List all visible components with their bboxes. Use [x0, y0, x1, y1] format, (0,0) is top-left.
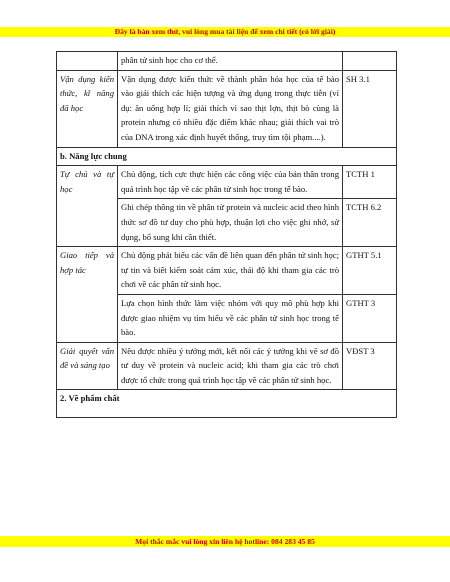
section-heading: 2. Về phẩm chất — [57, 390, 397, 418]
section-row — [57, 390, 397, 418]
content-cell: phân tử sinh học cho cơ thể. — [118, 52, 343, 71]
preview-notice-banner — [0, 27, 450, 37]
content-cell: Ghi chép thông tin về phân tử protein và nucleic acid theo hình thức sơ đồ tư duy cho phù hợp, thuận lợi cho việc ghi nhớ, sử dụng, bổ sung khi cần thiết. — [118, 199, 343, 247]
competency-table — [56, 51, 397, 418]
table-row — [57, 342, 397, 390]
competency-cell: Giải quyết vấn đề và sáng tạo — [57, 342, 118, 390]
competency-cell: Giao tiếp và hợp tác — [57, 247, 118, 343]
code-cell: TCTH 6.2 — [343, 199, 397, 247]
code-cell — [343, 52, 397, 71]
section-heading: b. Năng lực chung — [57, 147, 397, 166]
section-row — [57, 147, 397, 166]
table-row — [57, 52, 397, 71]
code-cell: TCTH 1 — [343, 166, 397, 199]
code-cell: SH 3.1 — [343, 70, 397, 147]
table-row — [57, 247, 397, 295]
code-cell: GTHT 3 — [343, 294, 397, 342]
content-cell: Nêu được nhiều ý tưởng mới, kết nối các ý tưởng khi vẽ sơ đồ tư duy về protein và nucleic acid; khi tham gia các trò chơi được tổ chức trong quá trình học tập về các phân tử sinh học. — [118, 342, 343, 390]
hotline-notice-text: Mọi thắc mắc vui lòng xin liên hệ hotline: 084 283 45 85 — [135, 537, 315, 546]
hotline-notice-banner — [0, 536, 450, 547]
competency-cell: Vận dụng kiến thức, kĩ năng đã học — [57, 70, 118, 147]
content-cell: Lựa chọn hình thức làm việc nhóm với quy mô phù hợp khi được giao nhiệm vụ tìm hiểu về các phân tử sinh học trong tế bào. — [118, 294, 343, 342]
table-row — [57, 166, 397, 199]
preview-notice-text: Đây là bản xem thử, vui lòng mua tài liệu để xem chi tiết (có lời giải) — [114, 27, 336, 36]
content-cell: Vận dụng được kiến thức về thành phần hóa học của tế bào vào giải thích các hiện tượng và ứng dụng trong thực tiễn (ví dụ: ăn uống hợp lí; giải thích vì sao thịt lợn, thịt bò cùng là protein nhưng có nhiều đặc điểm khác nhau; giải thích vai trò của DNA trong xác định huyết thống, truy tìm tội phạm....). — [118, 70, 343, 147]
table-row — [57, 70, 397, 147]
code-cell: GTHT 5.1 — [343, 247, 397, 295]
content-cell: Chủ động phát biểu các vấn đề liên quan đến phân tử sinh học; tự tin và biết kiểm soát cảm xúc, thái độ khi tham gia các trò chơi về các phân tử sinh học. — [118, 247, 343, 295]
content-cell: Chủ động, tích cực thực hiện các công việc của bản thân trong quá trình học tập về các phân tử sinh học trong tế bào. — [118, 166, 343, 199]
competency-cell — [57, 52, 118, 71]
code-cell: VĐST 3 — [343, 342, 397, 390]
competency-cell: Tự chủ và tự học — [57, 166, 118, 247]
